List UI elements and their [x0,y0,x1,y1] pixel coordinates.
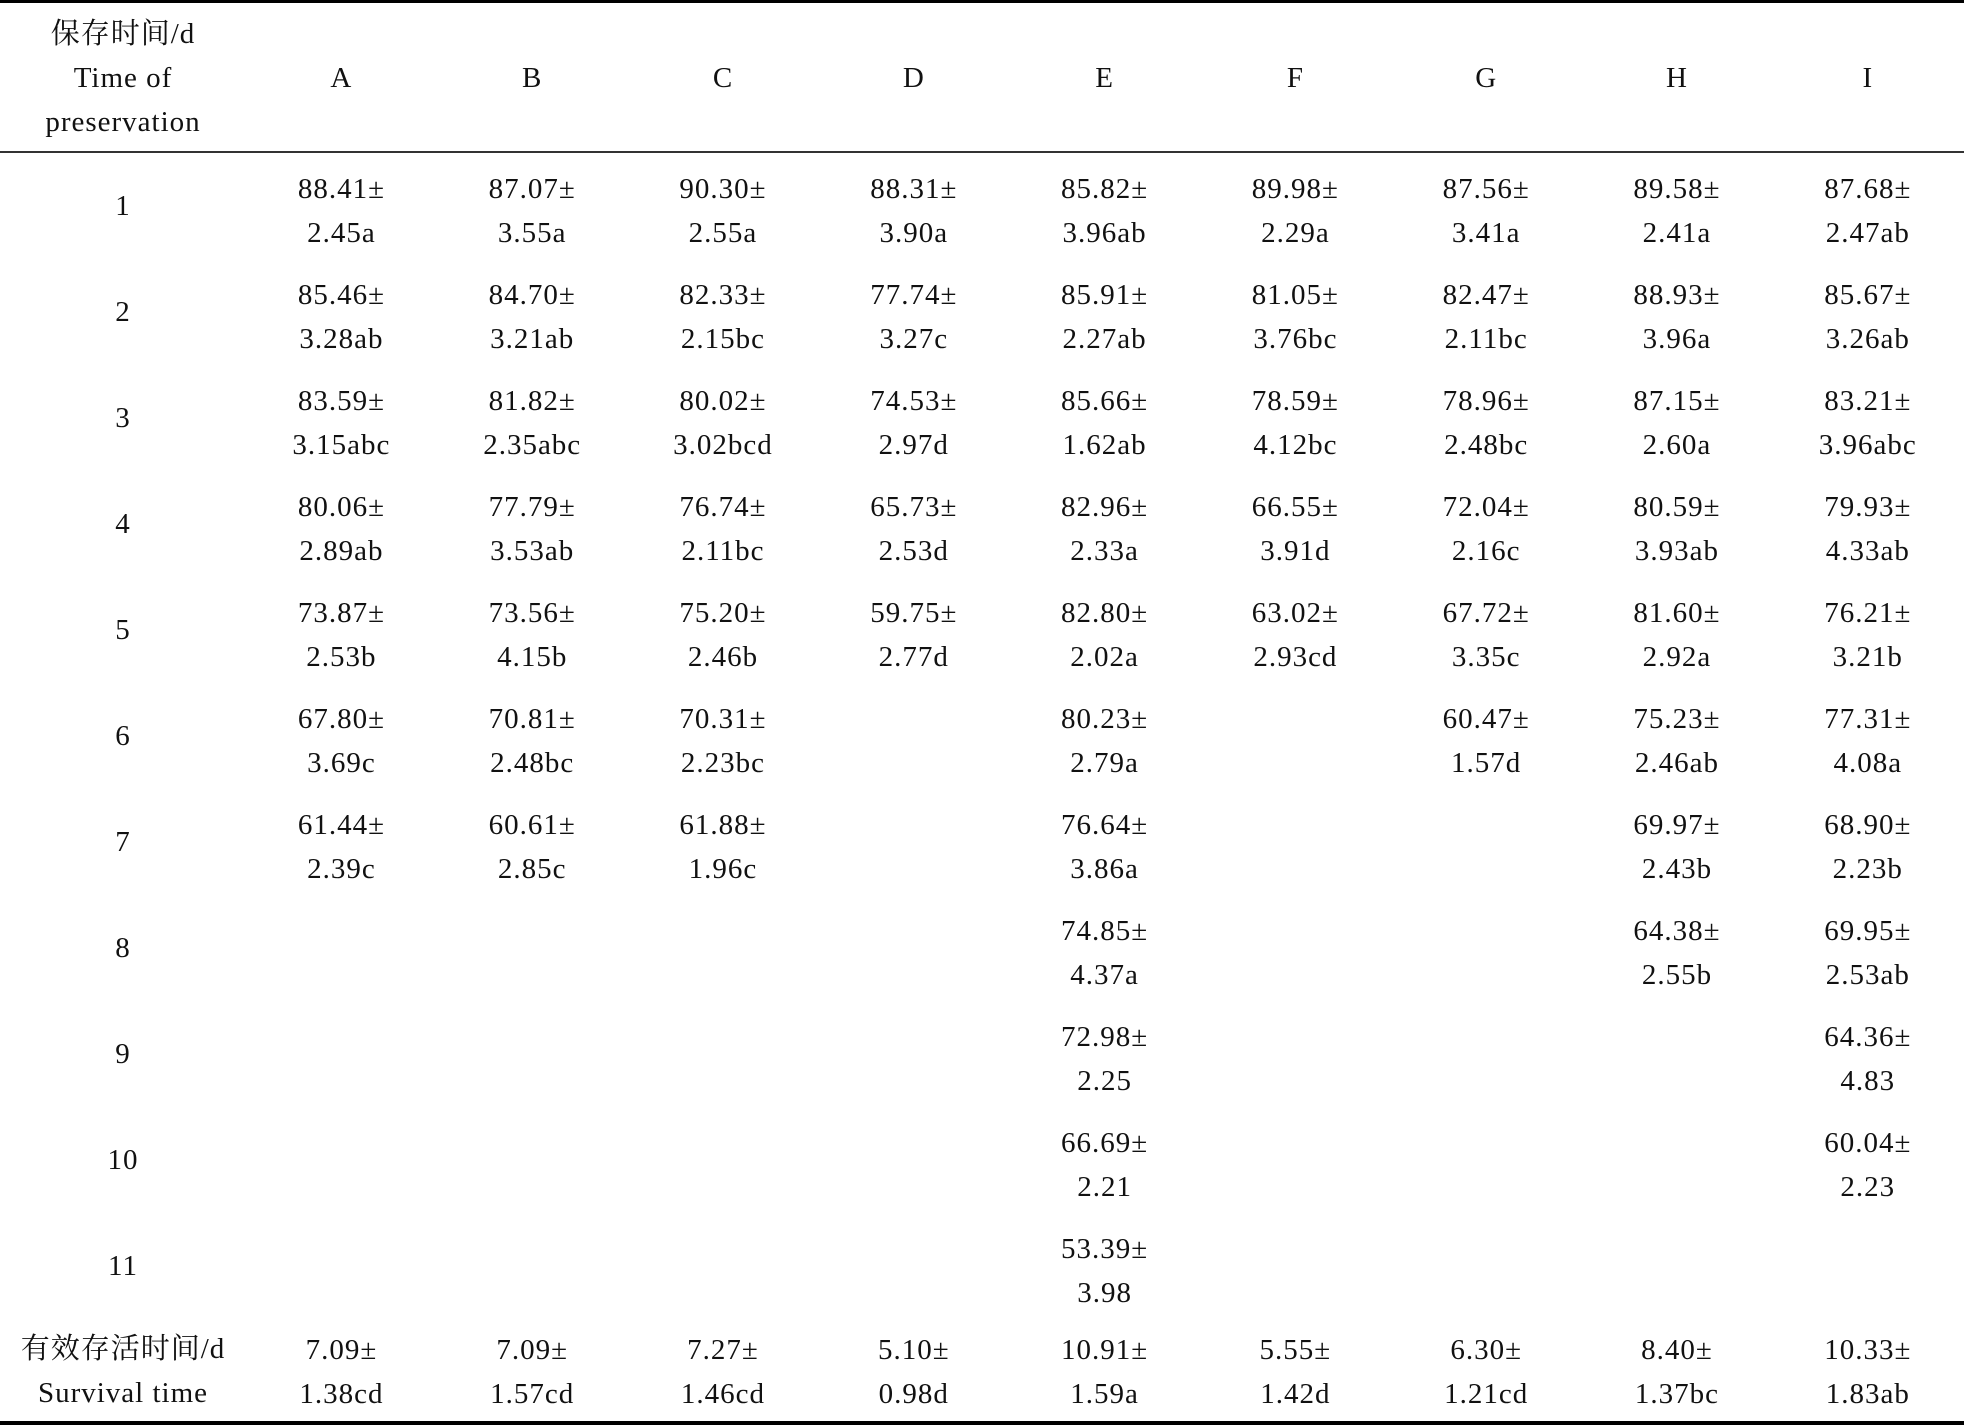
cell-mean: 82.47± [1442,279,1530,311]
cell-sd: 2.85c [497,853,567,885]
cell-mean: 82.33± [679,279,767,311]
table-cell [1772,577,1963,683]
cell-mean: 79.93± [1824,491,1912,523]
cell-mean: 66.69± [1061,1127,1149,1159]
cell-mean: 61.44± [297,809,385,841]
table-row [0,895,1964,1001]
table-cell [1391,1107,1582,1213]
cell-mean: 70.31± [679,703,767,735]
cell-mean: 8.40± [1641,1334,1713,1366]
cell-sd: 3.55a [497,217,567,249]
cell-sd: 2.97d [878,429,949,461]
table-cell [437,577,628,683]
survival-row [0,1324,1964,1418]
table-cell [818,1213,1009,1319]
cell-sd: 1.62ab [1062,429,1147,461]
cell-mean: 78.96± [1442,385,1530,417]
cell-sd: 2.48bc [490,747,575,779]
cell-mean: 10.33± [1824,1334,1912,1366]
column-header: B [522,62,543,94]
table-row [0,153,1964,259]
table-cell [1582,153,1773,259]
cell-sd: 2.46b [687,641,759,673]
table-cell [437,1001,628,1107]
cell-mean: 5.55± [1259,1334,1332,1366]
cell-sd: 4.12bc [1253,429,1338,461]
cell-mean: 64.38± [1633,915,1721,947]
table-cell [1009,1001,1200,1107]
cell-mean: 80.06± [297,491,385,523]
cell-mean: 73.87± [297,597,385,629]
cell-mean: 76.74± [679,491,767,523]
table-cell [1391,471,1582,577]
cell-sd: 2.53ab [1825,959,1910,991]
table-cell [1391,789,1582,895]
cell-sd: 2.11bc [1444,323,1528,355]
cell-mean: 75.23± [1633,703,1721,735]
table-cell [628,153,819,259]
column-header: G [1475,62,1498,94]
cell-sd: 3.21ab [490,323,575,355]
cell-sd: 4.33ab [1825,535,1910,567]
cell-sd: 2.02a [1070,641,1139,673]
cell-sd: 2.35abc [483,429,582,461]
table-cell [628,365,819,471]
cell-sd: 3.21b [1832,641,1903,673]
table-cell [1772,153,1963,259]
cell-sd: 1.83ab [1825,1378,1910,1410]
table-row [0,789,1964,895]
cell-mean: 77.74± [870,279,958,311]
cell-mean: 74.53± [870,385,958,417]
table-cell [818,259,1009,365]
day-label: 5 [115,614,131,646]
survival-cell [1772,1324,1963,1418]
table-cell [818,471,1009,577]
table-cell [1009,153,1200,259]
cell-sd: 4.83 [1840,1065,1896,1097]
table-cell [818,153,1009,259]
cell-sd: 3.53ab [490,535,575,567]
cell-sd: 2.92a [1642,641,1712,673]
cell-sd: 3.28ab [299,323,384,355]
cell-mean: 80.59± [1633,491,1721,523]
table-cell [1200,259,1391,365]
cell-sd: 3.96ab [1062,217,1147,249]
table-cell [1582,471,1773,577]
cell-mean: 87.15± [1633,385,1721,417]
cell-mean: 10.91± [1061,1334,1149,1366]
table-cell [246,1213,437,1319]
cell-mean: 74.85± [1061,915,1149,947]
table-cell [818,683,1009,789]
table-cell [1009,577,1200,683]
table-cell [246,895,437,1001]
table-cell [1391,153,1582,259]
table-cell [437,1107,628,1213]
cell-mean: 83.21± [1824,385,1912,417]
survival-cell [818,1324,1009,1418]
table-cell [628,895,819,1001]
day-label: 4 [115,508,131,540]
table-cell [1200,1001,1391,1107]
day-label: 1 [115,190,131,222]
cell-sd: 4.37a [1070,959,1139,991]
table-cell [437,789,628,895]
header-row [0,6,1964,150]
cell-sd: 1.46cd [680,1378,766,1410]
cell-mean: 90.30± [679,173,767,205]
table-cell [1009,895,1200,1001]
table-cell [1200,789,1391,895]
table-cell [246,683,437,789]
table-cell [1582,1107,1773,1213]
column-header: A [330,62,353,94]
table-row [0,1213,1964,1319]
table-row [0,1107,1964,1213]
day-label: 3 [115,402,131,434]
cell-sd: 3.26ab [1825,323,1910,355]
column-header: H [1666,62,1688,94]
cell-sd: 3.90a [879,217,949,249]
table-cell [437,895,628,1001]
column-header: F [1286,62,1304,94]
table-cell [1200,1107,1391,1213]
survival-cell [1582,1324,1773,1418]
cell-sd: 2.29a [1261,217,1330,249]
table-cell [1009,1213,1200,1319]
cell-mean: 60.61± [488,809,576,841]
table-cell [1009,683,1200,789]
cell-sd: 2.47ab [1825,217,1910,249]
table-cell [1582,1213,1773,1319]
survival-cell [246,1324,437,1418]
cell-sd: 3.98 [1077,1277,1132,1309]
cell-mean: 7.09± [305,1334,378,1366]
cell-mean: 73.56± [488,597,576,629]
table-cell [1391,577,1582,683]
table-cell [1009,789,1200,895]
cell-mean: 65.73± [870,491,958,523]
cell-mean: 70.81± [488,703,576,735]
cell-sd: 2.79a [1070,747,1139,779]
cell-mean: 87.07± [488,173,576,205]
table-cell [246,577,437,683]
cell-sd: 2.60a [1642,429,1712,461]
cell-sd: 3.96a [1642,323,1712,355]
cell-sd: 2.16c [1451,535,1521,567]
cell-mean: 85.91± [1061,279,1149,311]
table-cell [437,1213,628,1319]
cell-mean: 80.02± [679,385,767,417]
table-cell [628,683,819,789]
cell-sd: 3.86a [1070,853,1139,885]
cell-mean: 81.82± [488,385,576,417]
survival-cell [628,1324,819,1418]
table-cell [1582,683,1773,789]
table-cell [1009,365,1200,471]
cell-sd: 3.69c [307,747,376,779]
cell-mean: 78.59± [1251,385,1339,417]
cell-sd: 2.89ab [299,535,384,567]
table-cell [1391,1001,1582,1107]
table-cell [1200,895,1391,1001]
cell-mean: 72.98± [1061,1021,1149,1053]
table-cell [628,1107,819,1213]
table-cell [1582,365,1773,471]
table-cell [1772,365,1963,471]
table-row [0,365,1964,471]
cell-sd: 2.53b [306,641,377,673]
table-cell [1772,895,1963,1001]
cell-sd: 2.11bc [681,535,765,567]
cell-sd: 3.96abc [1818,429,1917,461]
cell-sd: 0.98d [878,1378,949,1410]
cell-sd: 1.21cd [1444,1378,1529,1410]
cell-mean: 63.02± [1251,597,1339,629]
cell-mean: 72.04± [1442,491,1530,523]
cell-sd: 3.35c [1451,641,1521,673]
table-cell [1582,895,1773,1001]
cell-mean: 68.90± [1824,809,1912,841]
cell-mean: 80.23± [1061,703,1149,735]
cell-sd: 2.53d [878,535,949,567]
cell-mean: 89.98± [1251,173,1339,205]
table-cell [1582,259,1773,365]
table-cell [437,683,628,789]
cell-mean: 87.56± [1442,173,1530,205]
cell-sd: 1.96c [688,853,758,885]
cell-sd: 1.37bc [1634,1378,1720,1410]
table-cell [1582,1001,1773,1107]
survival-cell [437,1324,628,1418]
cell-mean: 59.75± [870,597,958,629]
cell-sd: 2.41a [1642,217,1712,249]
table-cell [1772,1213,1963,1319]
cell-sd: 2.33a [1070,535,1139,567]
cell-mean: 88.41± [297,173,385,205]
cell-sd: 2.43b [1641,853,1713,885]
cell-sd: 2.55b [1641,959,1713,991]
table-cell [1009,1107,1200,1213]
table-cell [628,1213,819,1319]
cell-mean: 67.72± [1442,597,1530,629]
table-cell [628,577,819,683]
cell-mean: 85.67± [1824,279,1912,311]
cell-sd: 3.91d [1260,535,1331,567]
cell-mean: 85.46± [297,279,385,311]
table-cell [1582,789,1773,895]
table-cell [1391,895,1582,1001]
cell-sd: 1.59a [1070,1378,1139,1410]
table-cell [1391,1213,1582,1319]
table-cell [1009,259,1200,365]
table-row [0,683,1964,789]
day-label: 9 [115,1038,131,1070]
table-cell [628,1001,819,1107]
survival-label [0,1324,246,1418]
time-header [0,6,246,150]
cell-mean: 75.20± [679,597,767,629]
table-cell [818,789,1009,895]
cell-mean: 77.31± [1824,703,1912,735]
cell-mean: 81.05± [1251,279,1339,311]
cell-mean: 87.68± [1824,173,1912,205]
cell-mean: 61.88± [679,809,767,841]
table-cell [246,789,437,895]
cell-mean: 69.95± [1824,915,1912,947]
table-cell [437,365,628,471]
table-cell [1772,259,1963,365]
table-cell [628,259,819,365]
cell-mean: 5.10± [877,1334,950,1366]
table-cell [628,789,819,895]
day-label: 7 [115,826,131,858]
day-label: 6 [115,720,131,752]
survival-cell [1009,1324,1200,1418]
cell-mean: 88.93± [1633,279,1721,311]
table-cell [1200,153,1391,259]
cell-mean: 6.30± [1450,1334,1523,1366]
cell-sd: 3.93ab [1634,535,1720,567]
cell-sd: 3.41a [1451,217,1521,249]
table-cell [437,259,628,365]
day-label: 10 [107,1144,139,1176]
table-cell [1772,1107,1963,1213]
cell-mean: 64.36± [1824,1021,1912,1053]
table-cell [1200,471,1391,577]
day-label: 8 [115,932,131,964]
cell-sd: 2.48bc [1444,429,1529,461]
cell-mean: 82.96± [1061,491,1149,523]
table-cell [1200,365,1391,471]
table-cell [1200,577,1391,683]
cell-mean: 82.80± [1061,597,1149,629]
cell-sd: 2.39c [307,853,376,885]
cell-sd: 2.15bc [680,323,766,355]
cell-mean: 69.97± [1633,809,1721,841]
table-cell [1391,365,1582,471]
table-cell [818,1001,1009,1107]
cell-mean: 53.39± [1061,1233,1149,1265]
survival-label-en: Survival time [37,1377,209,1409]
cell-sd: 4.15b [497,641,568,673]
day-label: 11 [108,1250,138,1282]
column-header: I [1862,62,1874,94]
table-cell [818,365,1009,471]
table-cell [628,471,819,577]
cell-sd: 3.27c [879,323,949,355]
column-header: D [902,62,925,94]
table-cell [818,577,1009,683]
survival-cell [1200,1324,1391,1418]
table-cell [818,895,1009,1001]
table-cell [1772,683,1963,789]
cell-sd: 2.93cd [1253,641,1338,673]
cell-sd: 2.46ab [1634,747,1720,779]
table-cell [1772,789,1963,895]
table-cell [1391,683,1582,789]
table-row [0,471,1964,577]
cell-sd: 2.27ab [1062,323,1147,355]
cell-sd: 2.21 [1077,1171,1132,1203]
time-header-en-1: Time of [73,62,173,94]
cell-mean: 88.31± [870,173,958,205]
cell-mean: 60.04± [1824,1127,1912,1159]
table-cell [1582,577,1773,683]
cell-mean: 7.27± [687,1334,759,1366]
cell-sd: 2.23b [1832,853,1903,885]
cell-sd: 1.57cd [490,1378,575,1410]
cell-mean: 77.79± [488,491,576,523]
time-header-zh: 保存时间/d [50,18,196,50]
table-cell [1200,1213,1391,1319]
table-cell [1009,471,1200,577]
column-header: E [1095,62,1114,94]
table-cell [1772,1001,1963,1107]
cell-mean: 84.70± [488,279,576,311]
time-header-en-2: preservation [45,106,201,138]
table-cell [1200,683,1391,789]
survival-label-zh: 有效存活时间/d [20,1333,226,1365]
cell-mean: 76.64± [1061,809,1149,841]
table-cell [818,1107,1009,1213]
cell-sd: 3.76bc [1253,323,1338,355]
cell-mean: 66.55± [1251,491,1339,523]
table-cell [246,365,437,471]
cell-sd: 2.55a [688,217,758,249]
survival-cell [1391,1324,1582,1418]
cell-sd: 2.23 [1840,1171,1896,1203]
day-label: 2 [115,296,131,328]
cell-sd: 3.02bcd [673,429,773,461]
cell-sd: 1.57d [1451,747,1522,779]
table-cell [437,471,628,577]
cell-mean: 85.82± [1061,173,1149,205]
cell-sd: 1.38cd [299,1378,384,1410]
table-cell [437,153,628,259]
cell-sd: 2.45a [307,217,376,249]
cell-mean: 60.47± [1442,703,1530,735]
table-cell [246,1001,437,1107]
cell-mean: 83.59± [297,385,385,417]
cell-mean: 81.60± [1633,597,1721,629]
table-cell [246,153,437,259]
table-cell [1391,259,1582,365]
cell-sd: 2.25 [1077,1065,1132,1097]
cell-mean: 67.80± [297,703,385,735]
column-header: C [712,62,734,94]
cell-mean: 76.21± [1824,597,1912,629]
table-row [0,577,1964,683]
cell-sd: 4.08a [1833,747,1903,779]
cell-sd: 2.77d [878,641,949,673]
cell-mean: 85.66± [1061,385,1149,417]
table-cell [1772,471,1963,577]
table-row [0,1001,1964,1107]
cell-sd: 2.23bc [680,747,766,779]
table-cell [246,259,437,365]
table-cell [246,1107,437,1213]
cell-mean: 89.58± [1633,173,1721,205]
cell-sd: 1.42d [1260,1378,1331,1410]
table-cell [246,471,437,577]
cell-sd: 3.15abc [292,429,391,461]
table-row [0,259,1964,365]
cell-mean: 7.09± [496,1334,569,1366]
